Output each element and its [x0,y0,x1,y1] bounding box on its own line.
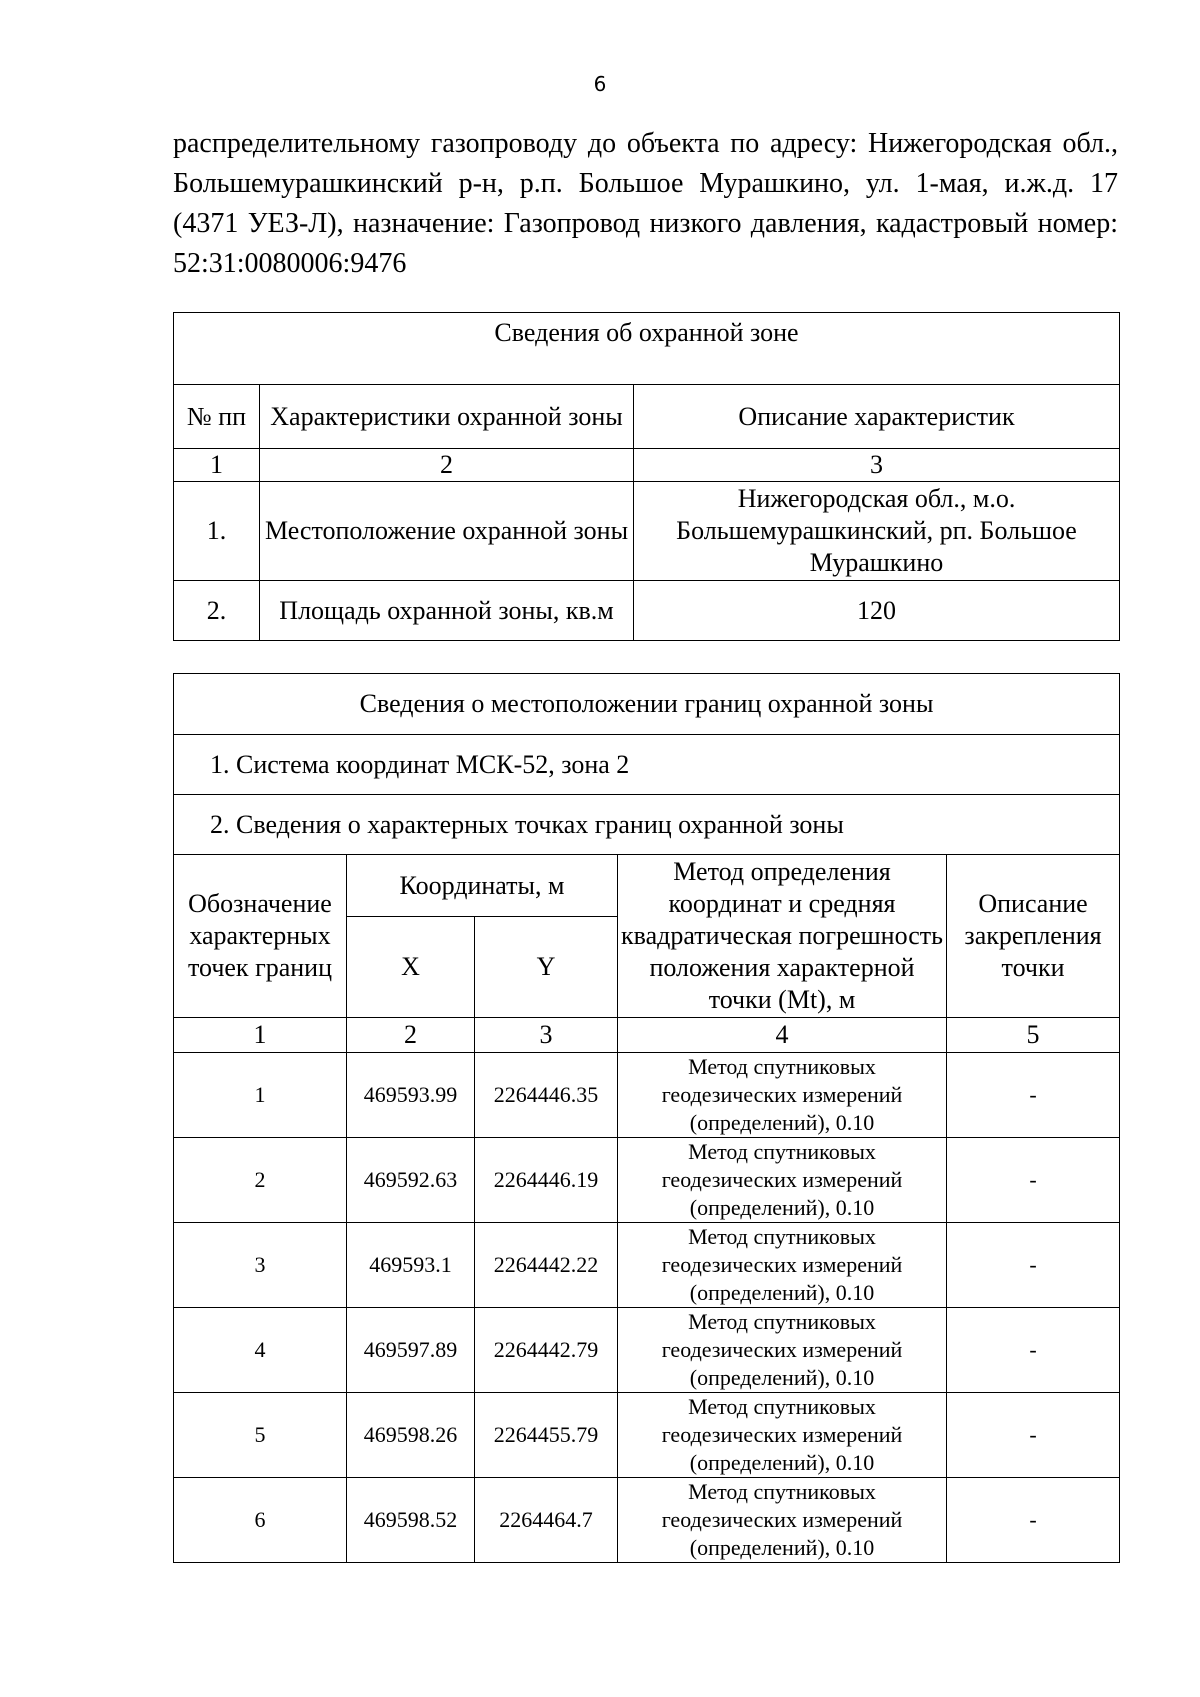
point-method: Метод спутниковых геодезических измерений (определений), 0.10 [618,1223,947,1308]
point-y: 2264442.22 [475,1223,618,1308]
table-row [174,1223,1120,1308]
characteristic-cell: Местоположение охранной зоны [260,482,634,581]
column-number: 5 [947,1018,1120,1053]
table-row [174,1138,1120,1223]
table-row [174,1053,1120,1138]
description-cell: Нижегородская обл., м.о. Большемурашкинский, рп. Большое Мурашкино [634,482,1120,581]
boundary-points-table [173,673,1120,1563]
point-fixing: - [947,1393,1120,1478]
table-row [174,1478,1120,1563]
point-method: Метод спутниковых геодезических измерений (определений), 0.10 [618,1138,947,1223]
point-x: 469597.89 [347,1308,475,1393]
point-fixing: - [947,1308,1120,1393]
header-designation: Обозначение характерных точек границ [174,855,347,1018]
point-fixing: - [947,1478,1120,1563]
column-number: 3 [634,449,1120,482]
point-id: 1 [174,1053,347,1138]
point-x: 469592.63 [347,1138,475,1223]
header-characteristic: Характеристики охранной зоны [260,385,634,449]
table-row [174,1308,1120,1393]
description-cell: 120 [634,581,1120,641]
header-fixing: Описание закрепления точки [947,855,1120,1018]
coordinate-system: 1. Система координат МСК-52, зона 2 [174,735,1120,795]
point-method: Метод спутниковых геодезических измерений (определений), 0.10 [618,1053,947,1138]
point-fixing: - [947,1053,1120,1138]
header-y: Y [475,917,618,1018]
point-y: 2264464.7 [475,1478,618,1563]
column-number: 1 [174,449,260,482]
point-y: 2264442.79 [475,1308,618,1393]
point-id: 5 [174,1393,347,1478]
column-number: 2 [260,449,634,482]
header-method: Метод определения координат и средняя квадратическая погрешность положения характерной точки (Mt), м [618,855,947,1018]
header-x: X [347,917,475,1018]
point-y: 2264446.35 [475,1053,618,1138]
point-id: 6 [174,1478,347,1563]
column-number: 3 [475,1018,618,1053]
points-title: 2. Сведения о характерных точках границ охранной зоны [174,795,1120,855]
boundary-title: Сведения о местоположении границ охранной зоны [174,674,1120,735]
page-number: 6 [593,72,607,96]
intro-paragraph: распределительному газопроводу до объекта по адресу: Нижегородская обл., Большемурашкинский р-н, р.п. Большое Мурашкино, ул. 1-мая, и.ж.д. 17 (4371 УЕЗ-Л), назначение: Газопровод низкого давления, кадастровый номер: 52:31:0080006:9476 [173,128,1118,279]
row-number: 2. [174,581,260,641]
point-method: Метод спутниковых геодезических измерений (определений), 0.10 [618,1308,947,1393]
table-row [174,482,1120,581]
point-fixing: - [947,1138,1120,1223]
point-x: 469598.52 [347,1478,475,1563]
column-number: 4 [618,1018,947,1053]
protection-zone-info-table [173,312,1120,641]
point-x: 469593.1 [347,1223,475,1308]
header-coordinates: Координаты, м [347,855,618,917]
characteristic-cell: Площадь охранной зоны, кв.м [260,581,634,641]
column-number: 1 [174,1018,347,1053]
table-row [174,1393,1120,1478]
point-method: Метод спутниковых геодезических измерений (определений), 0.10 [618,1478,947,1563]
column-number: 2 [347,1018,475,1053]
point-y: 2264455.79 [475,1393,618,1478]
header-row-number: № пп [174,385,260,449]
zone-info-caption: Сведения об охранной зоне [174,313,1120,385]
header-description: Описание характеристик [634,385,1120,449]
point-id: 4 [174,1308,347,1393]
point-fixing: - [947,1223,1120,1308]
point-x: 469598.26 [347,1393,475,1478]
point-method: Метод спутниковых геодезических измерений (определений), 0.10 [618,1393,947,1478]
row-number: 1. [174,482,260,581]
point-id: 2 [174,1138,347,1223]
point-x: 469593.99 [347,1053,475,1138]
point-id: 3 [174,1223,347,1308]
table-row [174,581,1120,641]
point-y: 2264446.19 [475,1138,618,1223]
